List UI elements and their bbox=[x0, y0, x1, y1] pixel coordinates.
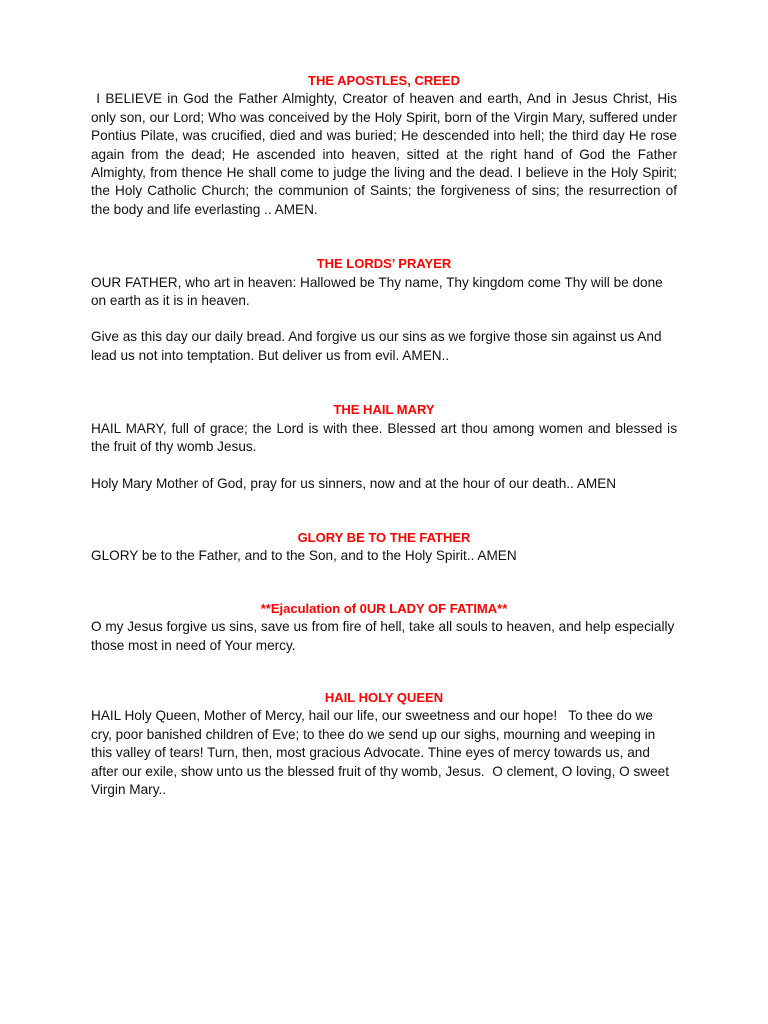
prayer-paragraph: O my Jesus forgive us sins, save us from fire of hell, take all souls to heaven, and help especially those most in need of Your mercy. bbox=[91, 619, 679, 653]
section-spacer bbox=[91, 493, 677, 529]
section-heading: **Ejaculation of 0UR LADY OF FATIMA** bbox=[260, 600, 508, 616]
paragraph-spacer bbox=[91, 457, 677, 475]
section-lords-prayer bbox=[91, 255, 677, 365]
section-heading: THE LORDS’ PRAYER bbox=[316, 256, 452, 272]
prayer-paragraph: HAIL MARY, full of grace; the Lord is with thee. Blessed art thou among women and blessed is the fruit of thy womb Jesus. bbox=[91, 420, 681, 455]
section-spacer bbox=[91, 365, 677, 401]
section-fatima-ejaculation bbox=[91, 600, 677, 655]
prayer-paragraph: OUR FATHER, who art in heaven: Hallowed be Thy name, Thy kingdom come Thy will be done on earth as it is in heaven. bbox=[91, 274, 667, 309]
prayer-paragraph: I BELIEVE in God the Father Almighty, Creator of heaven and earth, And in Jesus Christ, His only son, our Lord; Who was conceived by the Holy Spirit, born of the Virgin Mary, suffered under Pontius Pilate, was crucified, died and was buried; He descended into hell; the third day He rose again from the dead; He ascended into heaven, sitted at the right hand of God the Father Almighty, from thence He shall come to judge the living and the dead. I believe in the Holy Spirit; the Holy Catholic Church; the communion of Saints; the forgiveness of sins; the resurrection of the body and life everlasting .. AMEN. bbox=[91, 91, 681, 217]
section-hail-holy-queen bbox=[91, 689, 677, 799]
section-spacer bbox=[91, 566, 677, 600]
prayer-paragraph: Give as this day our daily bread. And forgive us our sins as we forgive those sin against us And lead us not into temptation. But deliver us from evil. AMEN.. bbox=[91, 329, 666, 363]
paragraph-spacer bbox=[91, 310, 677, 328]
section-apostles-creed bbox=[91, 72, 681, 219]
prayer-paragraph: GLORY be to the Father, and to the Son, and to the Holy Spirit.. AMEN bbox=[91, 548, 517, 564]
prayer-document bbox=[91, 72, 681, 799]
section-spacer bbox=[91, 655, 677, 689]
section-heading: HAIL HOLY QUEEN bbox=[324, 689, 444, 705]
section-heading: GLORY BE TO THE FATHER bbox=[297, 529, 471, 545]
prayer-paragraph: HAIL Holy Queen, Mother of Mercy, hail our life, our sweetness and our hope! To thee do we cry, poor banished children of Eve; to thee do we send up our sighs, mourning and weeping in this valley of tears! Turn, then, most gracious Advocate. Thine eyes of mercy towards us, and after our exile, show unto us the blessed fruit of thy womb, Jesus. O clement, O loving, O sweet Virgin Mary.. bbox=[91, 708, 673, 797]
section-hail-mary bbox=[91, 401, 681, 493]
section-heading: THE HAIL MARY bbox=[333, 402, 435, 418]
section-glory-be bbox=[91, 529, 677, 566]
section-heading: THE APOSTLES, CREED bbox=[308, 73, 460, 88]
section-spacer bbox=[91, 219, 677, 255]
prayer-paragraph: Holy Mary Mother of God, pray for us sinners, now and at the hour of our death.. AMEN bbox=[91, 475, 617, 491]
